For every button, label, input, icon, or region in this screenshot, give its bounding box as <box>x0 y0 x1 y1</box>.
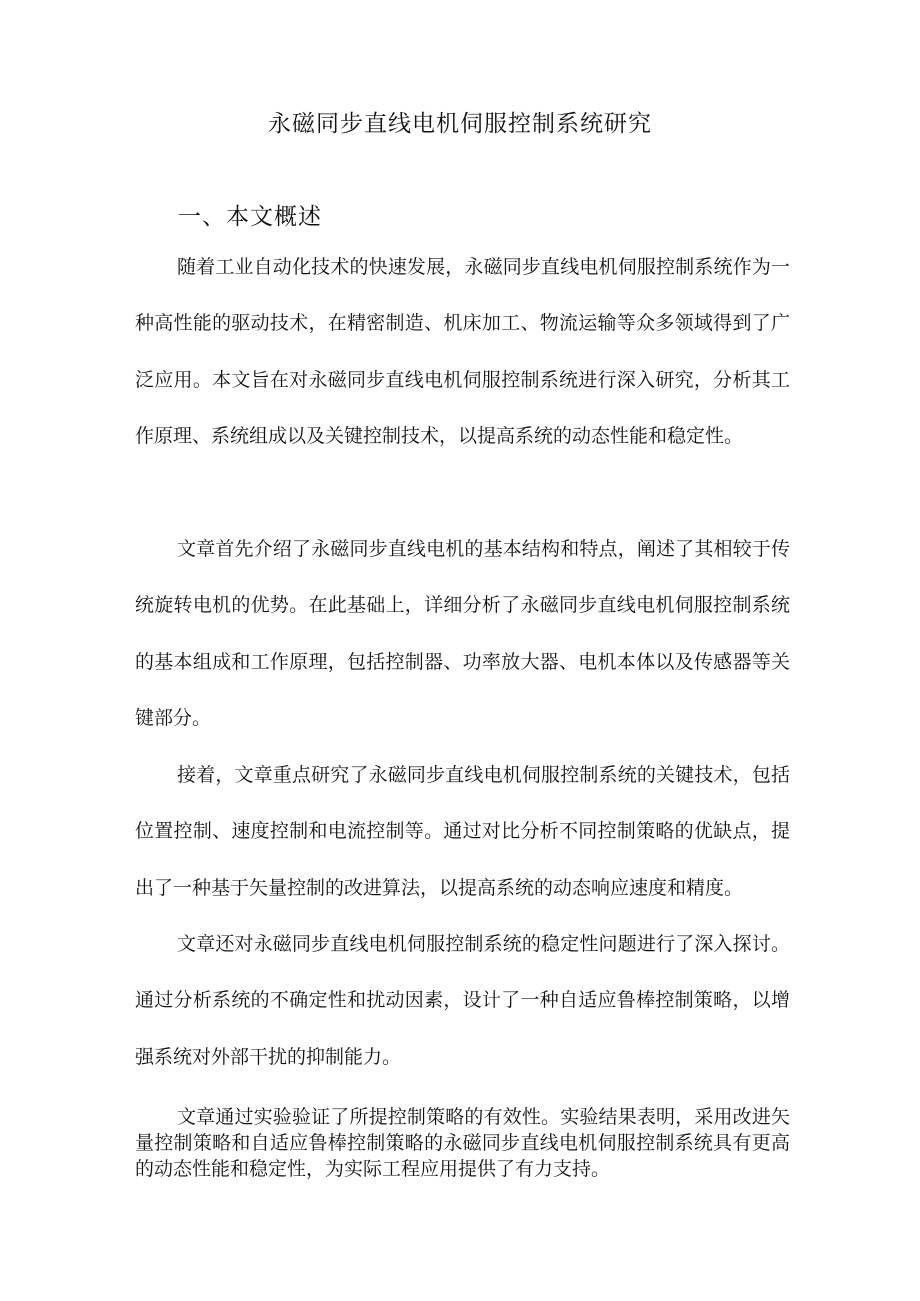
paragraph-5: 文章通过实验验证了所提控制策略的有效性。实验结果表明，采用改进矢量控制策略和自适应鲁棒控制策略的永磁同步直线电机伺服控制系统具有更高的动态性能和稳定性，为实际工程应用提供了有力支持。 <box>135 1106 790 1180</box>
section-heading: 一、本文概述 <box>178 204 322 230</box>
document-title: 永磁同步直线电机伺服控制系统研究 <box>268 111 652 137</box>
paragraph-4: 文章还对永磁同步直线电机伺服控制系统的稳定性问题进行了深入探讨。通过分析系统的不确定性和扰动因素，设计了一种自适应鲁棒控制策略，以增强系统对外部干扰的抑制能力。 <box>135 933 790 1068</box>
paragraph-1: 随着工业自动化技术的快速发展，永磁同步直线电机伺服控制系统作为一种高性能的驱动技术，在精密制造、机床加工、物流运输等众多领域得到了广泛应用。本文旨在对永磁同步直线电机伺服控制系统进行深入研究，分析其工作原理、系统组成以及关键控制技术，以提高系统的动态性能和稳定性。 <box>135 256 790 448</box>
paragraph-2: 文章首先介绍了永磁同步直线电机的基本结构和特点，阐述了其相较于传统旋转电机的优势。在此基础上，详细分析了永磁同步直线电机伺服控制系统的基本组成和工作原理，包括控制器、功率放大器、电机本体以及传感器等关键部分。 <box>135 538 790 730</box>
paragraph-3: 接着，文章重点研究了永磁同步直线电机伺服控制系统的关键技术，包括位置控制、速度控制和电流控制等。通过对比分析不同控制策略的优缺点，提出了一种基于矢量控制的改进算法，以提高系统的动态响应速度和精度。 <box>135 764 790 899</box>
